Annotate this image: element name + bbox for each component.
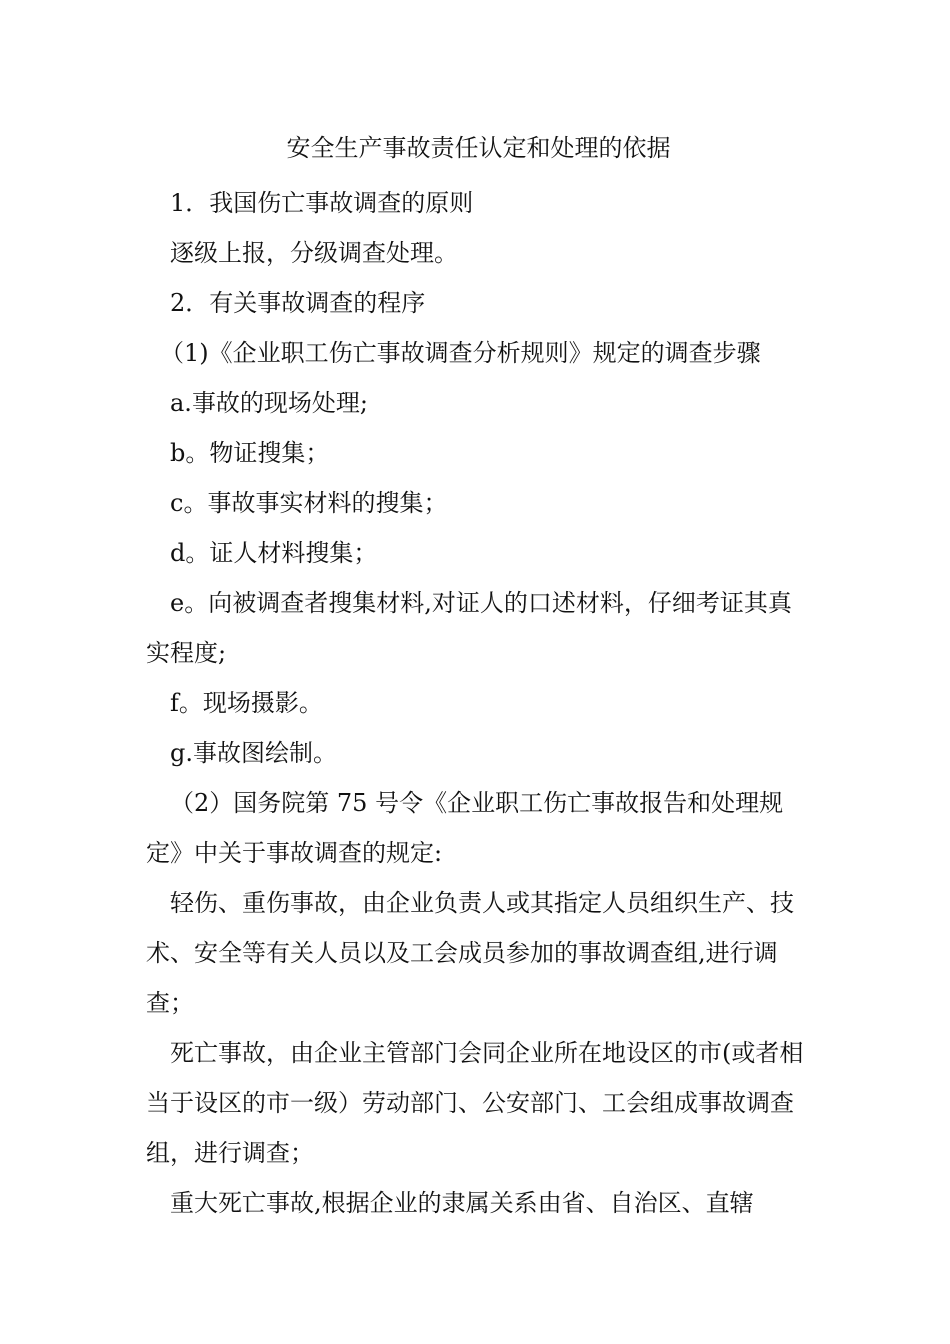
paragraph-15: 重大死亡事故,根据企业的隶属关系由省、自治区、直辖 <box>170 1189 754 1217</box>
paragraph-7: c。事故事实材料的搜集； <box>170 489 448 517</box>
paragraph-6: b。物证搜集； <box>170 439 330 467</box>
paragraph-1: 1．我国伤亡事故调查的原则 <box>170 189 474 217</box>
paragraph-9: e。向被调查者搜集材料,对证人的口述材料，仔细考证其真实程度; <box>146 589 792 667</box>
paragraph-4: （1)《企业职工伤亡事故调查分析规则》规定的调查步骤 <box>160 339 761 367</box>
paragraph-12: （2）国务院第 75 号令《企业职工伤亡事故报告和处理规定》中关于事故调查的规定: <box>146 789 784 867</box>
paragraph-2: 逐级上报，分级调查处理。 <box>170 239 458 267</box>
paragraph-13: 轻伤、重伤事故，由企业负责人或其指定人员组织生产、技术、安全等有关人员以及工会成员参加的事故调查组,进行调查； <box>146 889 794 1017</box>
paragraph-14: 死亡事故，由企业主管部门会同企业所在地设区的市(或者相当于设区的市一级）劳动部门、公安部门、工会组成事故调查组，进行调查； <box>146 1039 804 1167</box>
document-title: 安全生产事故责任认定和处理的依据 <box>286 134 671 162</box>
paragraph-10: f。现场摄影。 <box>170 689 323 717</box>
paragraph-8: d。证人材料搜集； <box>170 539 378 567</box>
paragraph-5: a.事故的现场处理; <box>170 389 369 417</box>
paragraph-3: 2．有关事故调查的程序 <box>170 289 426 317</box>
paragraph-11: g.事故图绘制。 <box>170 739 337 767</box>
document-body <box>146 128 811 1228</box>
